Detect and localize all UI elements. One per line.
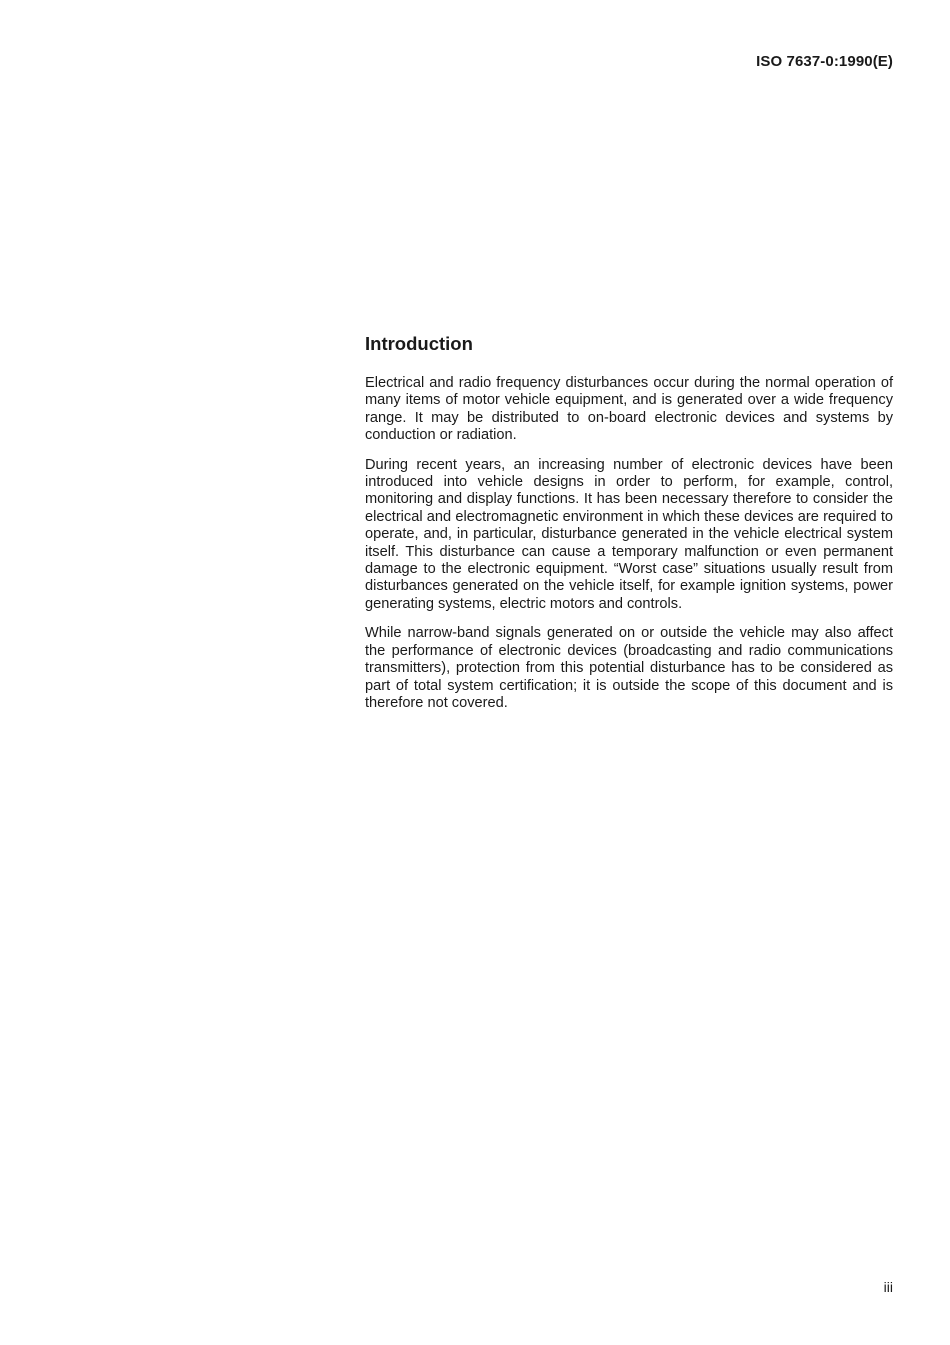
document-reference: ISO 7637-0:1990(E)	[756, 53, 893, 70]
paragraph-3: While narrow-band signals generated on or outside the vehicle may also affect the performance of electronic devices (broadcasting and radio communications transmitters), protection from this potential disturbance has to be considered as part of total system certification; it is outside the scope of this document and is therefore not covered.	[365, 625, 893, 711]
page-number: iii	[883, 1279, 893, 1295]
paragraph-2: During recent years, an increasing number of electronic devices have been introduced into vehicle designs in order to perform, for example, control, monitoring and display functions. It has been necessary therefore to consider the electrical and electromagnetic environment in which these devices are required to operate, and, in particular, disturbance generated in the vehicle electrical system itself. This disturbance can cause a temporary malfunction or even permanent damage to the electronic equipment. “Worst case” situations usually result from disturbances generated on the vehicle itself, for example ignition systems, power generating systems, electric motors and controls.	[365, 456, 893, 612]
paragraph-1: Electrical and radio frequency disturbances occur during the normal operation of many items of motor vehicle equipment, and is generated over a wide frequency range. It may be distributed to on-board electronic devices and systems by conduction or radiation.	[365, 375, 893, 444]
section-title: Introduction	[365, 333, 473, 354]
introduction-section	[365, 333, 893, 724]
